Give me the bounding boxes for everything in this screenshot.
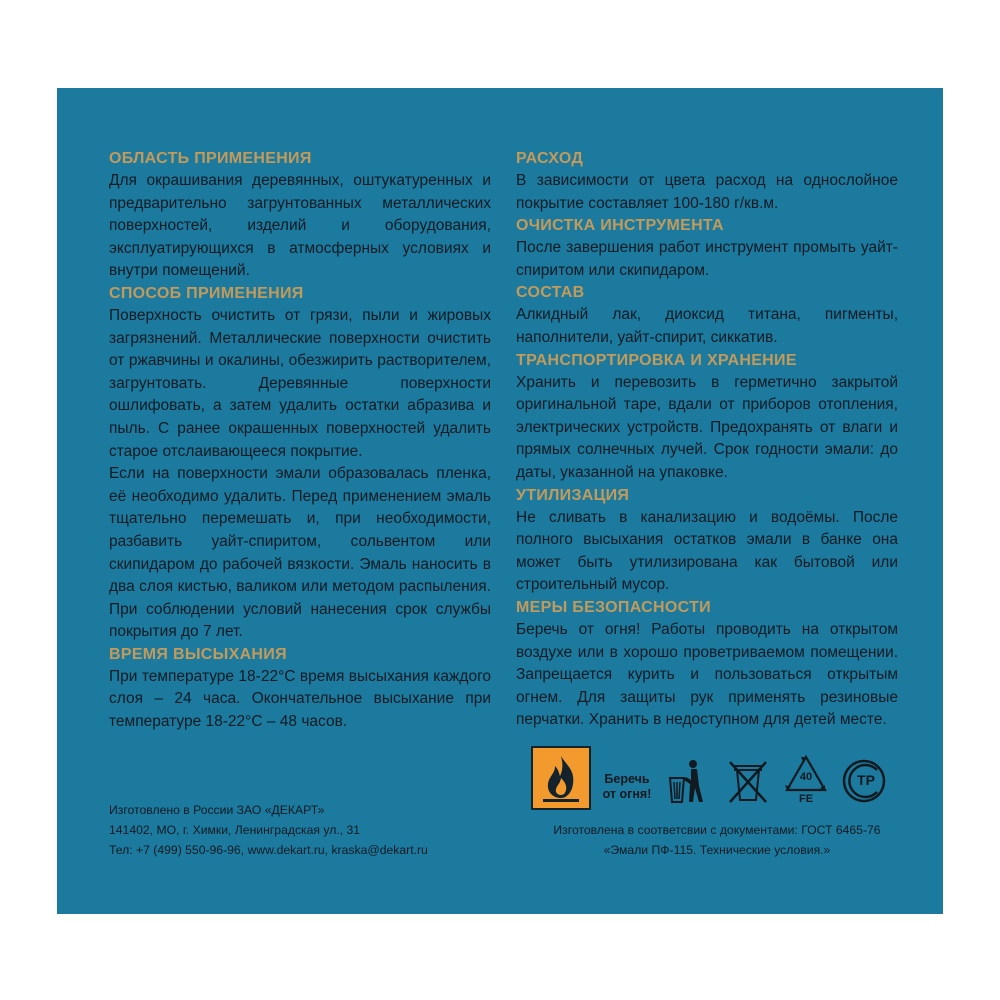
eac-conformity-icon (841, 758, 887, 804)
recycle-fe-icon (783, 754, 829, 810)
section-text-transport-storage: Хранить и перевозить в герметично закрытой оригинальной таре, вдали от приборов отопления, электрических устройств. Предохранять от влаги и прямых солнечных лучей. Срок годности эмали: до даты, указанной на упаковке. (516, 373, 898, 481)
crossed-bin-icon (727, 758, 769, 806)
manufacturer-info (109, 800, 509, 860)
recycle-number: 40 (799, 771, 813, 783)
section-heading-consumption: РАСХОД (516, 150, 584, 167)
section-heading-application-area: ОБЛАСТЬ ПРИМЕНЕНИЯ (109, 150, 312, 167)
left-column (109, 148, 491, 734)
trash-bin-disposal-icon (667, 758, 709, 806)
section-heading-composition: СОСТАВ (516, 284, 585, 302)
section-heading-transport-storage: ТРАНСПОРТИРОВКА И ХРАНЕНИЕ (516, 351, 797, 369)
flammable-hazard-icon (531, 746, 591, 810)
section-heading-drying-time: ВРЕМЯ ВЫСЫХАНИЯ (109, 645, 287, 663)
section-text-application-method-1: Поверхность очистить от грязи, пыли и жировых загрязнений. Металлические поверхности очистить от ржавчины и окалины, обезжирить растворителем, загрунтовать. Деревянные поверхности ошлифовать, а затем удалить остатки абразива и пыль. С ранее окрашенных поверхностей удалить старое отслаивающееся покрытие. (109, 306, 491, 460)
section-text-application-area: Для окрашивания деревянных, оштукатуренных и предварительно загрунтованных металлических поверхностей, изделий и оборудования, эксплуатирующихся в атмосферных условиях и внутри помещений. (109, 172, 491, 280)
section-heading-tool-cleaning: ОЧИСТКА ИНСТРУМЕНТА (516, 217, 724, 235)
section-text-consumption: В зависимости от цвета расход на однослойное покрытие составляет 100-180 г/кв.м. (516, 172, 898, 212)
section-text-composition: Алкидный лак, диоксид титана, пигменты, наполнители, уайт-спирит, сиккатив. (516, 306, 898, 346)
eac-mark-text: ТР (857, 772, 875, 788)
section-heading-application-method: СПОСОБ ПРИМЕНЕНИЯ (109, 284, 304, 302)
label-panel (57, 88, 943, 914)
manufacturer-contacts: Тел: +7 (499) 550-96-96, www.dekart.ru, kraska@dekart.ru (109, 843, 428, 857)
right-column (516, 148, 898, 732)
section-heading-safety: МЕРЫ БЕЗОПАСНОСТИ (516, 598, 711, 616)
section-text-safety: Беречь от огня! Работы проводить на открытом воздухе или в хорошо проветриваемом помещении. Запрещается курить и пользоваться открытым огнем. Для защиты рук применять резиновые перчатки. Хранить в недоступном для детей месте. (516, 620, 898, 729)
section-text-drying-time: При температуре 18-22°С время высыхания каждого слоя – 24 часа. Окончательное высыхание при температуре 18-22°С – 48 часов. (109, 667, 491, 731)
section-text-application-method-2: Если на поверхности эмали образовалась пленка, её необходимо удалить. Перед применением эмаль тщательно перемешать и, при необходимости, разбавить уайт-спиритом, сольвентом или скипидаром до рабочей вязкости. Эмаль наносить в два слоя кистью, валиком или методом распыления. При соблюдении условий нанесения срок службы покрытия до 7 лет. (109, 465, 491, 641)
standards-gost: Изготовлена в соответсвии с документами: ГОСТ 6465-76 (553, 823, 881, 837)
section-heading-disposal: УТИЛИЗАЦИЯ (516, 486, 630, 504)
recycle-code: FE (798, 793, 814, 805)
standards-title: «Эмали ПФ-115. Технические условия.» (603, 843, 831, 857)
standards-info (497, 820, 937, 860)
manufacturer-name: Изготовлено в России ЗАО «ДЕКАРТ» (109, 803, 325, 817)
manufacturer-address: 141402, МО, г. Химки, Ленинградская ул., 31 (109, 823, 361, 837)
safety-symbols (531, 746, 891, 818)
section-text-tool-cleaning: После завершения работ инструмент промыть уайт-спиритом или скипидаром. (516, 239, 898, 279)
fire-warning-text: Беречь от огня! (602, 772, 652, 801)
section-text-disposal: Не сливать в канализацию и водоёмы. После полного высыхания остатков эмали в банке она может быть утилизирована как бытовой или строительный мусор. (516, 508, 898, 594)
